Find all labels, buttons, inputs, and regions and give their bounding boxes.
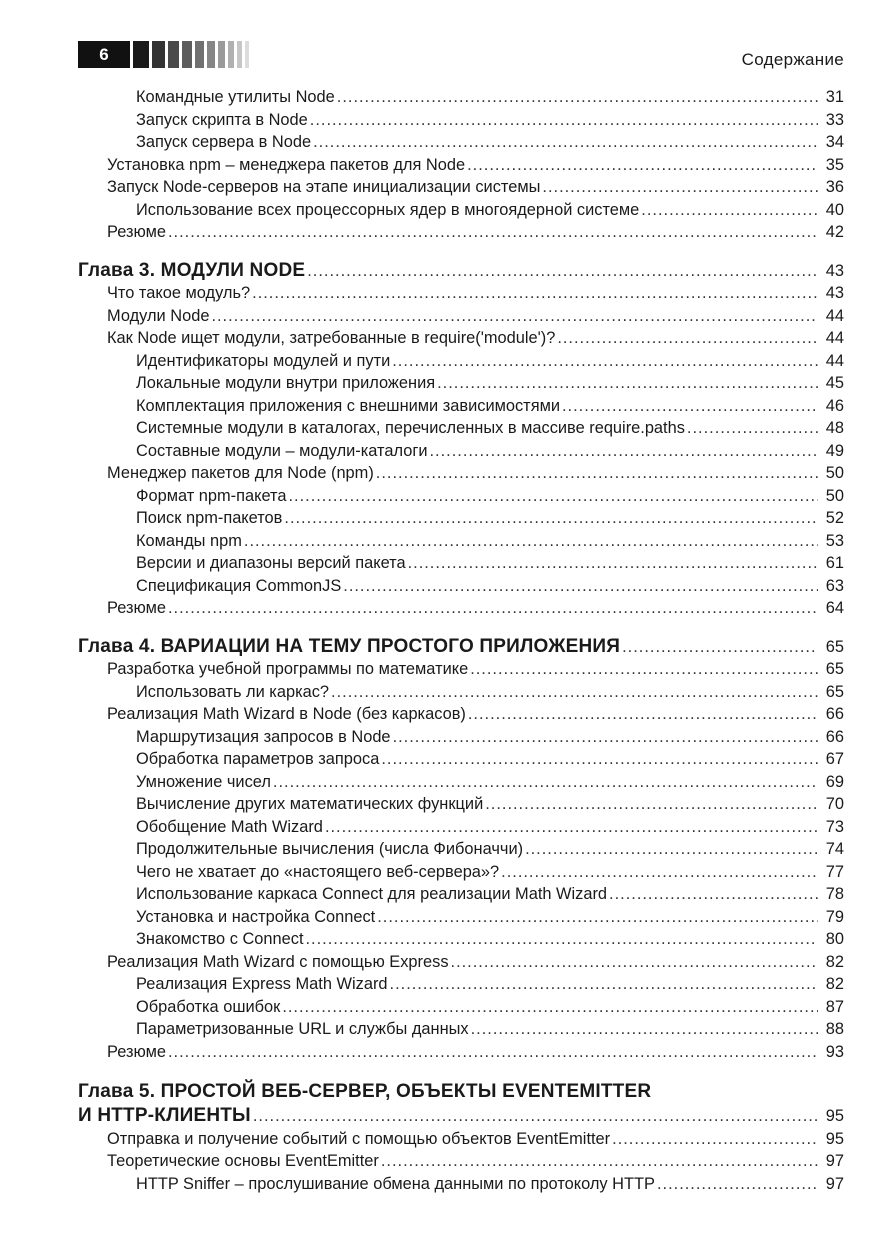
dot-leader — [451, 951, 818, 974]
toc-entry[interactable] — [78, 883, 844, 906]
dot-leader — [244, 530, 818, 553]
toc-entry-title: Спецификация CommonJS — [136, 576, 342, 595]
toc-entry[interactable] — [78, 282, 844, 305]
dot-leader — [252, 282, 818, 305]
dot-leader — [168, 221, 818, 244]
toc-entry[interactable] — [78, 793, 844, 816]
table-of-contents — [78, 86, 844, 1195]
toc-entry[interactable] — [78, 658, 844, 681]
toc-entry-page: 44 — [825, 306, 844, 325]
toc-entry-title: Модули Node — [107, 306, 210, 325]
toc-entry-page: 40 — [825, 200, 844, 219]
toc-entry-page: 45 — [825, 374, 844, 392]
toc-entry[interactable] — [78, 350, 844, 373]
toc-entry-title: Умножение чисел — [136, 772, 271, 791]
dot-leader — [313, 131, 818, 154]
toc-entry[interactable] — [78, 703, 844, 726]
toc-entry-page: 67 — [825, 750, 844, 768]
toc-entry-title: Локальные модули внутри приложения — [136, 374, 436, 392]
dot-leader — [337, 86, 818, 109]
toc-entry[interactable] — [78, 681, 844, 704]
toc-entry-page: 87 — [825, 997, 844, 1016]
dot-leader — [641, 199, 818, 222]
toc-entry-page: 46 — [825, 396, 844, 415]
toc-entry-title: Обработка ошибок — [136, 997, 281, 1016]
dot-leader — [331, 681, 818, 704]
toc-entry[interactable] — [78, 838, 844, 861]
dot-leader — [471, 1018, 818, 1041]
toc-entry-page: 36 — [825, 178, 844, 196]
toc-entry-title: Идентификаторы модулей и пути — [136, 351, 391, 370]
toc-entry-page: 78 — [825, 885, 844, 903]
toc-entry-page: 82 — [825, 975, 844, 993]
dot-leader — [273, 771, 818, 794]
toc-entry[interactable] — [78, 199, 844, 222]
toc-entry[interactable] — [78, 1041, 844, 1064]
toc-entry-page: 95 — [825, 1129, 844, 1148]
toc-entry-title: Реализация Math Wizard в Node (без каркасов) — [107, 705, 466, 723]
toc-entry[interactable] — [78, 748, 844, 771]
toc-entry-title: Использование каркаса Connect для реализации Math Wizard — [136, 885, 608, 903]
dot-leader — [393, 726, 818, 749]
dot-leader — [390, 973, 818, 996]
chapter-title[interactable]: Глава 5. ПРОСТОЙ ВЕБ-СЕРВЕР, ОБЪЕКТЫ EVENTEMITTER — [78, 1081, 652, 1102]
toc-entry[interactable] — [78, 1018, 844, 1041]
toc-entry-title: Резюме — [107, 599, 166, 617]
toc-entry-page: 74 — [825, 840, 844, 858]
toc-entry[interactable] — [78, 530, 844, 553]
toc-entry[interactable] — [78, 928, 844, 951]
header-bar — [207, 41, 215, 68]
toc-entry[interactable] — [78, 816, 844, 839]
toc-entry-title: Резюме — [107, 1042, 166, 1061]
header-bar — [228, 41, 234, 68]
toc-entry-title: Параметризованные URL и службы данных — [136, 1020, 469, 1038]
toc-entry-page: 31 — [825, 88, 844, 106]
toc-entry-page: 43 — [825, 284, 844, 302]
toc-entry-title: Что такое модуль? — [107, 284, 251, 302]
toc-entry-title: Использовать ли каркас? — [136, 682, 330, 701]
dot-leader — [284, 507, 818, 530]
dot-leader — [657, 1173, 818, 1196]
toc-entry[interactable] — [78, 485, 844, 508]
toc-entry-page: 69 — [825, 772, 844, 791]
dot-leader — [612, 1128, 818, 1151]
toc-entry-title: Комплектация приложения с внешними зависимостями — [136, 396, 560, 415]
header-bar — [218, 41, 225, 68]
dot-leader — [377, 906, 818, 929]
toc-entry-page: 65 — [825, 660, 844, 678]
dot-leader — [325, 816, 818, 839]
toc-entry-title: Команды npm — [136, 531, 242, 550]
chapter-page: 65 — [825, 637, 844, 656]
toc-entry[interactable] — [78, 1173, 844, 1196]
chapter-title: Глава 4. ВАРИАЦИИ НА ТЕМУ ПРОСТОГО ПРИЛОЖЕНИЯ — [78, 635, 621, 657]
dot-leader — [542, 176, 818, 199]
toc-entry[interactable] — [78, 305, 844, 328]
dot-leader — [168, 597, 818, 620]
toc-entry-title: Версии и диапазоны версий пакета — [136, 554, 406, 572]
toc-entry-page: 97 — [825, 1152, 844, 1170]
toc-entry-page: 53 — [825, 531, 844, 550]
chapter-page: 43 — [825, 261, 844, 280]
chapter-heading[interactable] — [78, 260, 844, 283]
toc-entry[interactable] — [78, 1150, 844, 1173]
toc-entry[interactable] — [78, 440, 844, 463]
toc-entry-title: Командные утилиты Node — [136, 88, 335, 106]
dot-leader — [392, 350, 818, 373]
toc-entry[interactable] — [78, 575, 844, 598]
toc-entry-page: 88 — [825, 1020, 844, 1038]
toc-entry[interactable] — [78, 86, 844, 109]
toc-entry[interactable] — [78, 327, 844, 350]
header-bar — [245, 41, 249, 68]
toc-entry[interactable] — [78, 996, 844, 1019]
toc-entry-title: Реализация Math Wizard с помощью Express — [107, 952, 449, 971]
toc-entry-title: Вычисление других математических функций — [136, 795, 484, 813]
chapter-heading[interactable] — [78, 636, 844, 659]
header-bar — [195, 41, 204, 68]
toc-entry-title: Составные модули – модули-каталоги — [136, 441, 428, 460]
toc-entry[interactable] — [78, 552, 844, 575]
toc-entry-title: Системные модули в каталогах, перечисленных в массиве require.paths — [136, 419, 685, 437]
toc-entry[interactable] — [78, 131, 844, 154]
toc-entry[interactable] — [78, 176, 844, 199]
toc-entry[interactable] — [78, 906, 844, 929]
toc-entry-title: Использование всех процессорных ядер в многоядерной системе — [136, 200, 640, 219]
dot-leader — [381, 1150, 818, 1173]
toc-entry[interactable] — [78, 109, 844, 132]
toc-entry-title: Обобщение Math Wizard — [136, 817, 323, 836]
toc-entry-title: Установка и настройка Connect — [136, 907, 376, 926]
dot-leader — [381, 748, 818, 771]
header-bar — [133, 41, 149, 68]
page-number: 6 — [78, 41, 130, 68]
toc-entry[interactable] — [78, 462, 844, 485]
chapter-title: И HTTP-КЛИЕНТЫ — [78, 1105, 251, 1126]
dot-leader — [343, 575, 818, 598]
toc-entry[interactable] — [78, 726, 844, 749]
toc-entry-page: 65 — [825, 682, 844, 701]
toc-entry-page: 70 — [825, 795, 844, 813]
toc-entry-title: Теоретические основы EventEmitter — [107, 1152, 379, 1170]
toc-entry-page: 66 — [825, 727, 844, 746]
toc-entry-page: 80 — [825, 930, 844, 948]
toc-entry-title: Резюме — [107, 223, 166, 241]
toc-entry-title: Продолжительные вычисления (числа Фибоначчи) — [136, 840, 524, 858]
dot-leader — [307, 260, 818, 283]
header-gradient-bars — [133, 41, 252, 68]
toc-entry-page: 64 — [825, 599, 844, 617]
toc-entry-page: 73 — [825, 817, 844, 836]
toc-entry-title: Запуск скрипта в Node — [136, 110, 308, 129]
toc-entry-page: 35 — [825, 155, 844, 174]
toc-entry-page: 97 — [825, 1174, 844, 1193]
running-head: Содержание — [741, 50, 844, 69]
toc-entry[interactable] — [78, 861, 844, 884]
toc-entry-page: 50 — [825, 486, 844, 505]
toc-entry[interactable] — [78, 973, 844, 996]
toc-entry-page: 63 — [825, 576, 844, 595]
dot-leader — [622, 636, 818, 659]
page-header — [0, 0, 875, 80]
toc-entry-page: 42 — [825, 223, 844, 241]
toc-entry[interactable] — [78, 1128, 844, 1151]
toc-entry-title: Запуск Node-серверов на этапе инициализации системы — [107, 178, 541, 196]
chapter-heading[interactable] — [78, 1105, 844, 1128]
dot-leader — [468, 703, 818, 726]
toc-entry-page: 50 — [825, 464, 844, 482]
dot-leader — [376, 462, 818, 485]
toc-entry-title: Знакомство с Connect — [136, 930, 304, 948]
toc-entry-page: 82 — [825, 952, 844, 971]
toc-entry-page: 49 — [825, 441, 844, 460]
dot-leader — [306, 928, 819, 951]
header-bar — [182, 41, 192, 68]
dot-leader — [211, 305, 818, 328]
toc-entry-page: 33 — [825, 110, 844, 129]
dot-leader — [288, 485, 818, 508]
toc-entry-title: Установка npm – менеджера пакетов для Node — [107, 155, 466, 174]
toc-entry-page: 61 — [825, 554, 844, 572]
toc-entry-title: Разработка учебной программы по математике — [107, 660, 469, 678]
toc-entry-title: Запуск сервера в Node — [136, 133, 312, 151]
dot-leader — [557, 327, 818, 350]
toc-entry[interactable] — [78, 154, 844, 177]
toc-entry-page: 44 — [825, 351, 844, 370]
dot-leader — [562, 395, 818, 418]
chapter-page: 95 — [825, 1107, 844, 1125]
toc-entry-title: Отправка и получение событий с помощью объектов EventEmitter — [107, 1129, 611, 1148]
toc-entry[interactable] — [78, 951, 844, 974]
toc-entry-title: Обработка параметров запроса — [136, 750, 380, 768]
dot-leader — [687, 417, 818, 440]
header-bar — [168, 41, 179, 68]
toc-entry-page: 79 — [825, 907, 844, 926]
dot-leader — [609, 883, 818, 906]
toc-entry-page: 93 — [825, 1042, 844, 1061]
toc-entry-page: 77 — [825, 862, 844, 881]
toc-entry[interactable] — [78, 372, 844, 395]
dot-leader — [430, 440, 819, 463]
toc-entry-title: Поиск npm-пакетов — [136, 509, 283, 527]
toc-entry-page: 44 — [825, 329, 844, 347]
dot-leader — [437, 372, 818, 395]
toc-entry[interactable] — [78, 597, 844, 620]
toc-entry[interactable] — [78, 221, 844, 244]
dot-leader — [310, 109, 818, 132]
dot-leader — [282, 996, 818, 1019]
toc-entry[interactable] — [78, 395, 844, 418]
chapter-title: Глава 3. МОДУЛИ NODE — [78, 259, 306, 281]
dot-leader — [467, 154, 818, 177]
toc-entry-title: Формат npm-пакета — [136, 486, 287, 505]
dot-leader — [408, 552, 818, 575]
toc-entry-title: Чего не хватает до «настоящего веб-сервера»? — [136, 862, 500, 881]
dot-leader — [525, 838, 818, 861]
toc-entry-page: 34 — [825, 133, 844, 151]
toc-entry[interactable] — [78, 771, 844, 794]
toc-entry[interactable] — [78, 417, 844, 440]
toc-entry-page: 52 — [825, 509, 844, 527]
dot-leader — [501, 861, 818, 884]
header-bar — [152, 41, 165, 68]
toc-entry-title: Реализация Express Math Wizard — [136, 975, 388, 993]
toc-entry[interactable] — [78, 507, 844, 530]
toc-entry-title: HTTP Sniffer – прослушивание обмена данными по протоколу HTTP — [136, 1174, 655, 1193]
header-bar — [237, 41, 242, 68]
toc-entry-title: Маршрутизация запросов в Node — [136, 727, 391, 746]
toc-entry-title: Как Node ищет модули, затребованные в require('module')? — [107, 329, 556, 347]
dot-leader — [470, 658, 818, 681]
toc-entry-title: Менеджер пакетов для Node (npm) — [107, 464, 374, 482]
dot-leader — [485, 793, 818, 816]
dot-leader — [253, 1105, 818, 1128]
toc-entry-page: 66 — [825, 705, 844, 723]
toc-entry-page: 48 — [825, 419, 844, 437]
dot-leader — [168, 1041, 818, 1064]
